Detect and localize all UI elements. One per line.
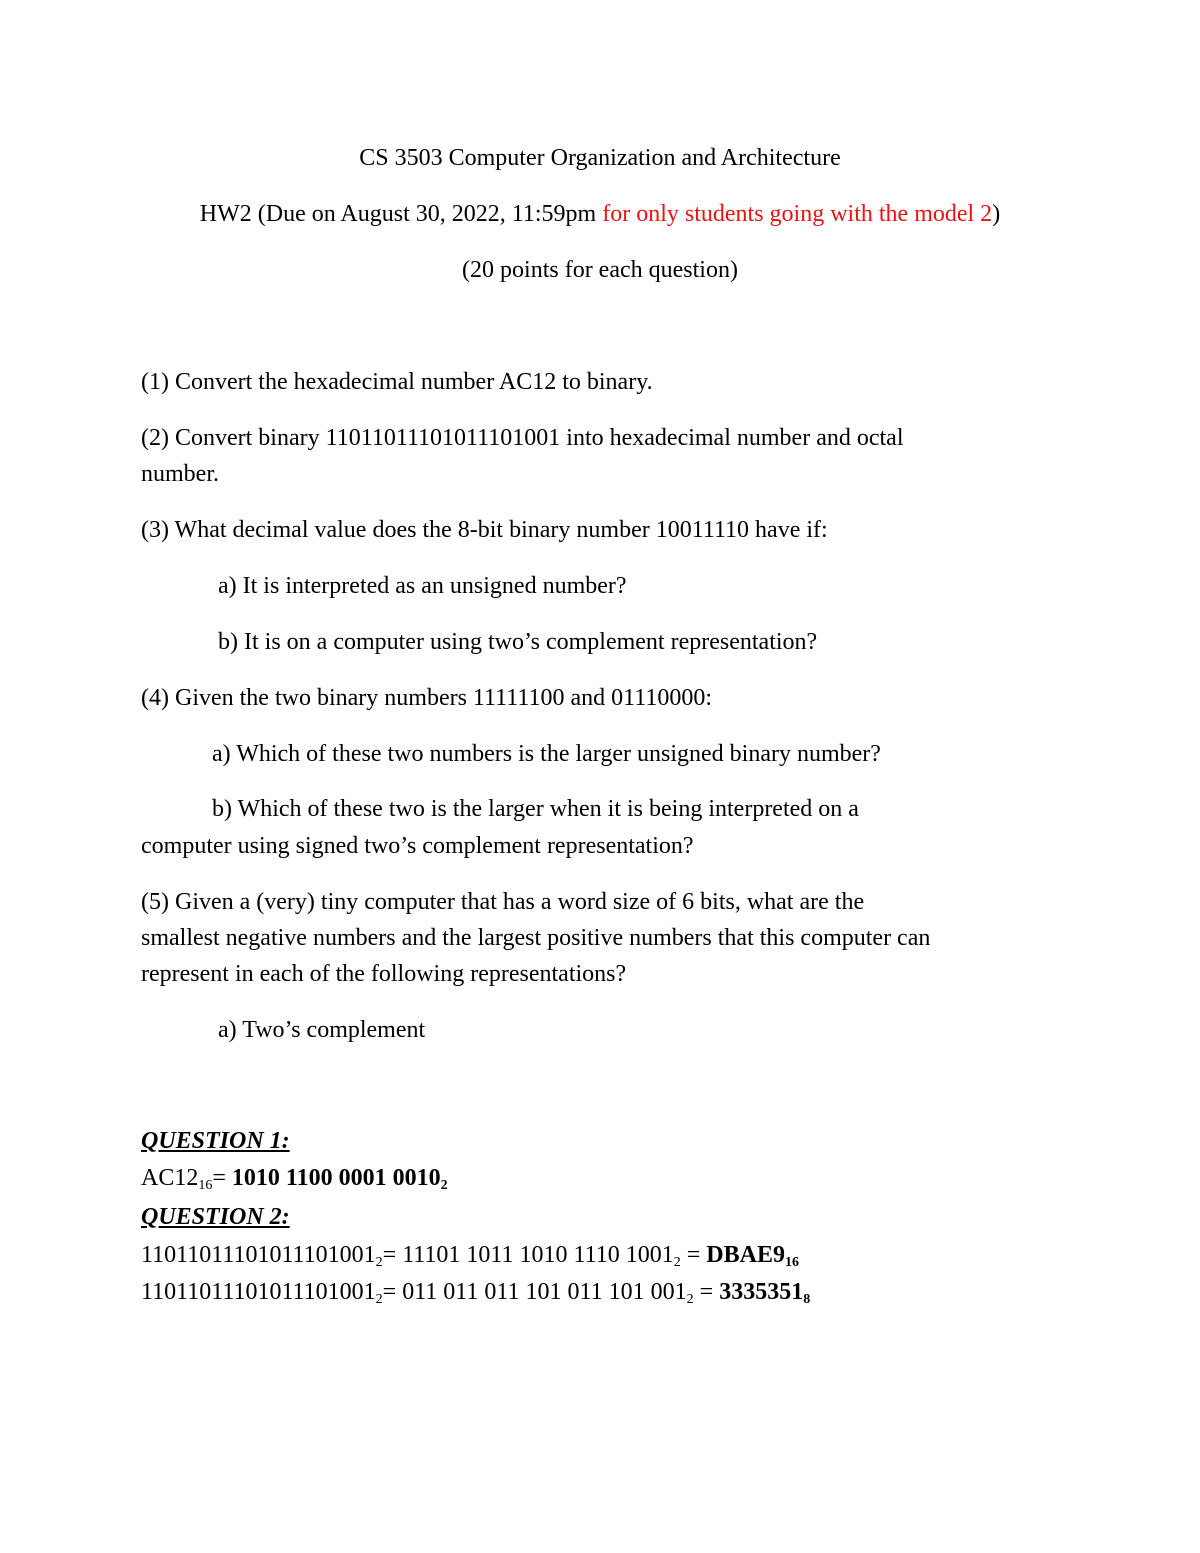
question-4: (4) Given the two binary numbers 11111100 and 01110000:	[141, 685, 713, 711]
answer-2-oct-groups: = 011 011 011 101 011 101 001	[382, 1279, 687, 1305]
question-1: (1) Convert the hexadecimal number AC12 to binary.	[141, 369, 653, 395]
course-title: CS 3503 Computer Organization and Architecture	[359, 145, 841, 171]
answer-1-binary-base: 2	[440, 1178, 448, 1193]
answer-2-hex-groups-base: 2	[673, 1255, 681, 1270]
answer-1	[141, 1163, 448, 1193]
homework-due-line	[0, 199, 1200, 229]
answer-2-hex-groups: = 11101 1011 1010 1110 1001	[382, 1242, 674, 1268]
question-5a: a) Two’s complement	[218, 1017, 426, 1043]
points-note: (20 points for each question)	[462, 257, 738, 283]
question-2-line-2: number.	[141, 461, 219, 487]
answer-1-equals: =	[212, 1165, 232, 1191]
question-3b: b) It is on a computer using two’s complement representation?	[218, 629, 818, 655]
answer-1-hex-base: 16	[198, 1178, 213, 1193]
answer-2-heading: QUESTION 2:	[141, 1204, 290, 1230]
question-3: (3) What decimal value does the 8-bit binary number 10011110 have if:	[141, 517, 828, 543]
question-4b-line-1: b) Which of these two is the larger when it is being interpreted on a	[212, 796, 859, 822]
hw-due-text: HW2 (Due on August 30, 2022, 11:59pm	[199, 201, 603, 227]
answer-2-oct-result: 3335351	[719, 1279, 804, 1305]
answer-2-oct-equals: =	[693, 1279, 720, 1305]
answer-2-hex-result-base: 16	[784, 1255, 799, 1270]
answer-2-hex-equals: =	[680, 1242, 707, 1268]
answer-2-octal	[141, 1277, 810, 1307]
answer-2-hex	[141, 1240, 799, 1270]
question-3a: a) It is interpreted as an unsigned number?	[218, 573, 627, 599]
answer-1-hex: AC12	[141, 1165, 199, 1191]
answer-2-oct-binary: 11011011101011101001	[141, 1279, 376, 1305]
answer-2-oct-binary-base: 2	[375, 1292, 383, 1307]
question-5-line-3: represent in each of the following representations?	[141, 961, 627, 987]
hw-model-note: for only students going with the model 2	[602, 201, 993, 227]
answer-2-hex-result: DBAE9	[706, 1242, 785, 1268]
answer-2-oct-groups-base: 2	[686, 1292, 694, 1307]
question-4b-line-2: computer using signed two’s complement representation?	[141, 833, 694, 859]
answer-2-hex-binary-base: 2	[375, 1255, 383, 1270]
answer-2-oct-result-base: 8	[803, 1292, 811, 1307]
hw-close-paren: )	[992, 201, 1001, 227]
question-2-line-1: (2) Convert binary 11011011101011101001 into hexadecimal number and octal	[141, 425, 904, 451]
question-5-line-1: (5) Given a (very) tiny computer that has a word size of 6 bits, what are the	[141, 889, 865, 915]
answer-1-binary: 1010 1100 0001 0010	[231, 1165, 441, 1191]
question-5-line-2: smallest negative numbers and the largest positive numbers that this computer can	[141, 925, 931, 951]
answer-2-hex-binary: 11011011101011101001	[141, 1242, 376, 1268]
question-4a: a) Which of these two numbers is the larger unsigned binary number?	[212, 741, 881, 767]
answer-1-heading: QUESTION 1:	[141, 1128, 290, 1154]
